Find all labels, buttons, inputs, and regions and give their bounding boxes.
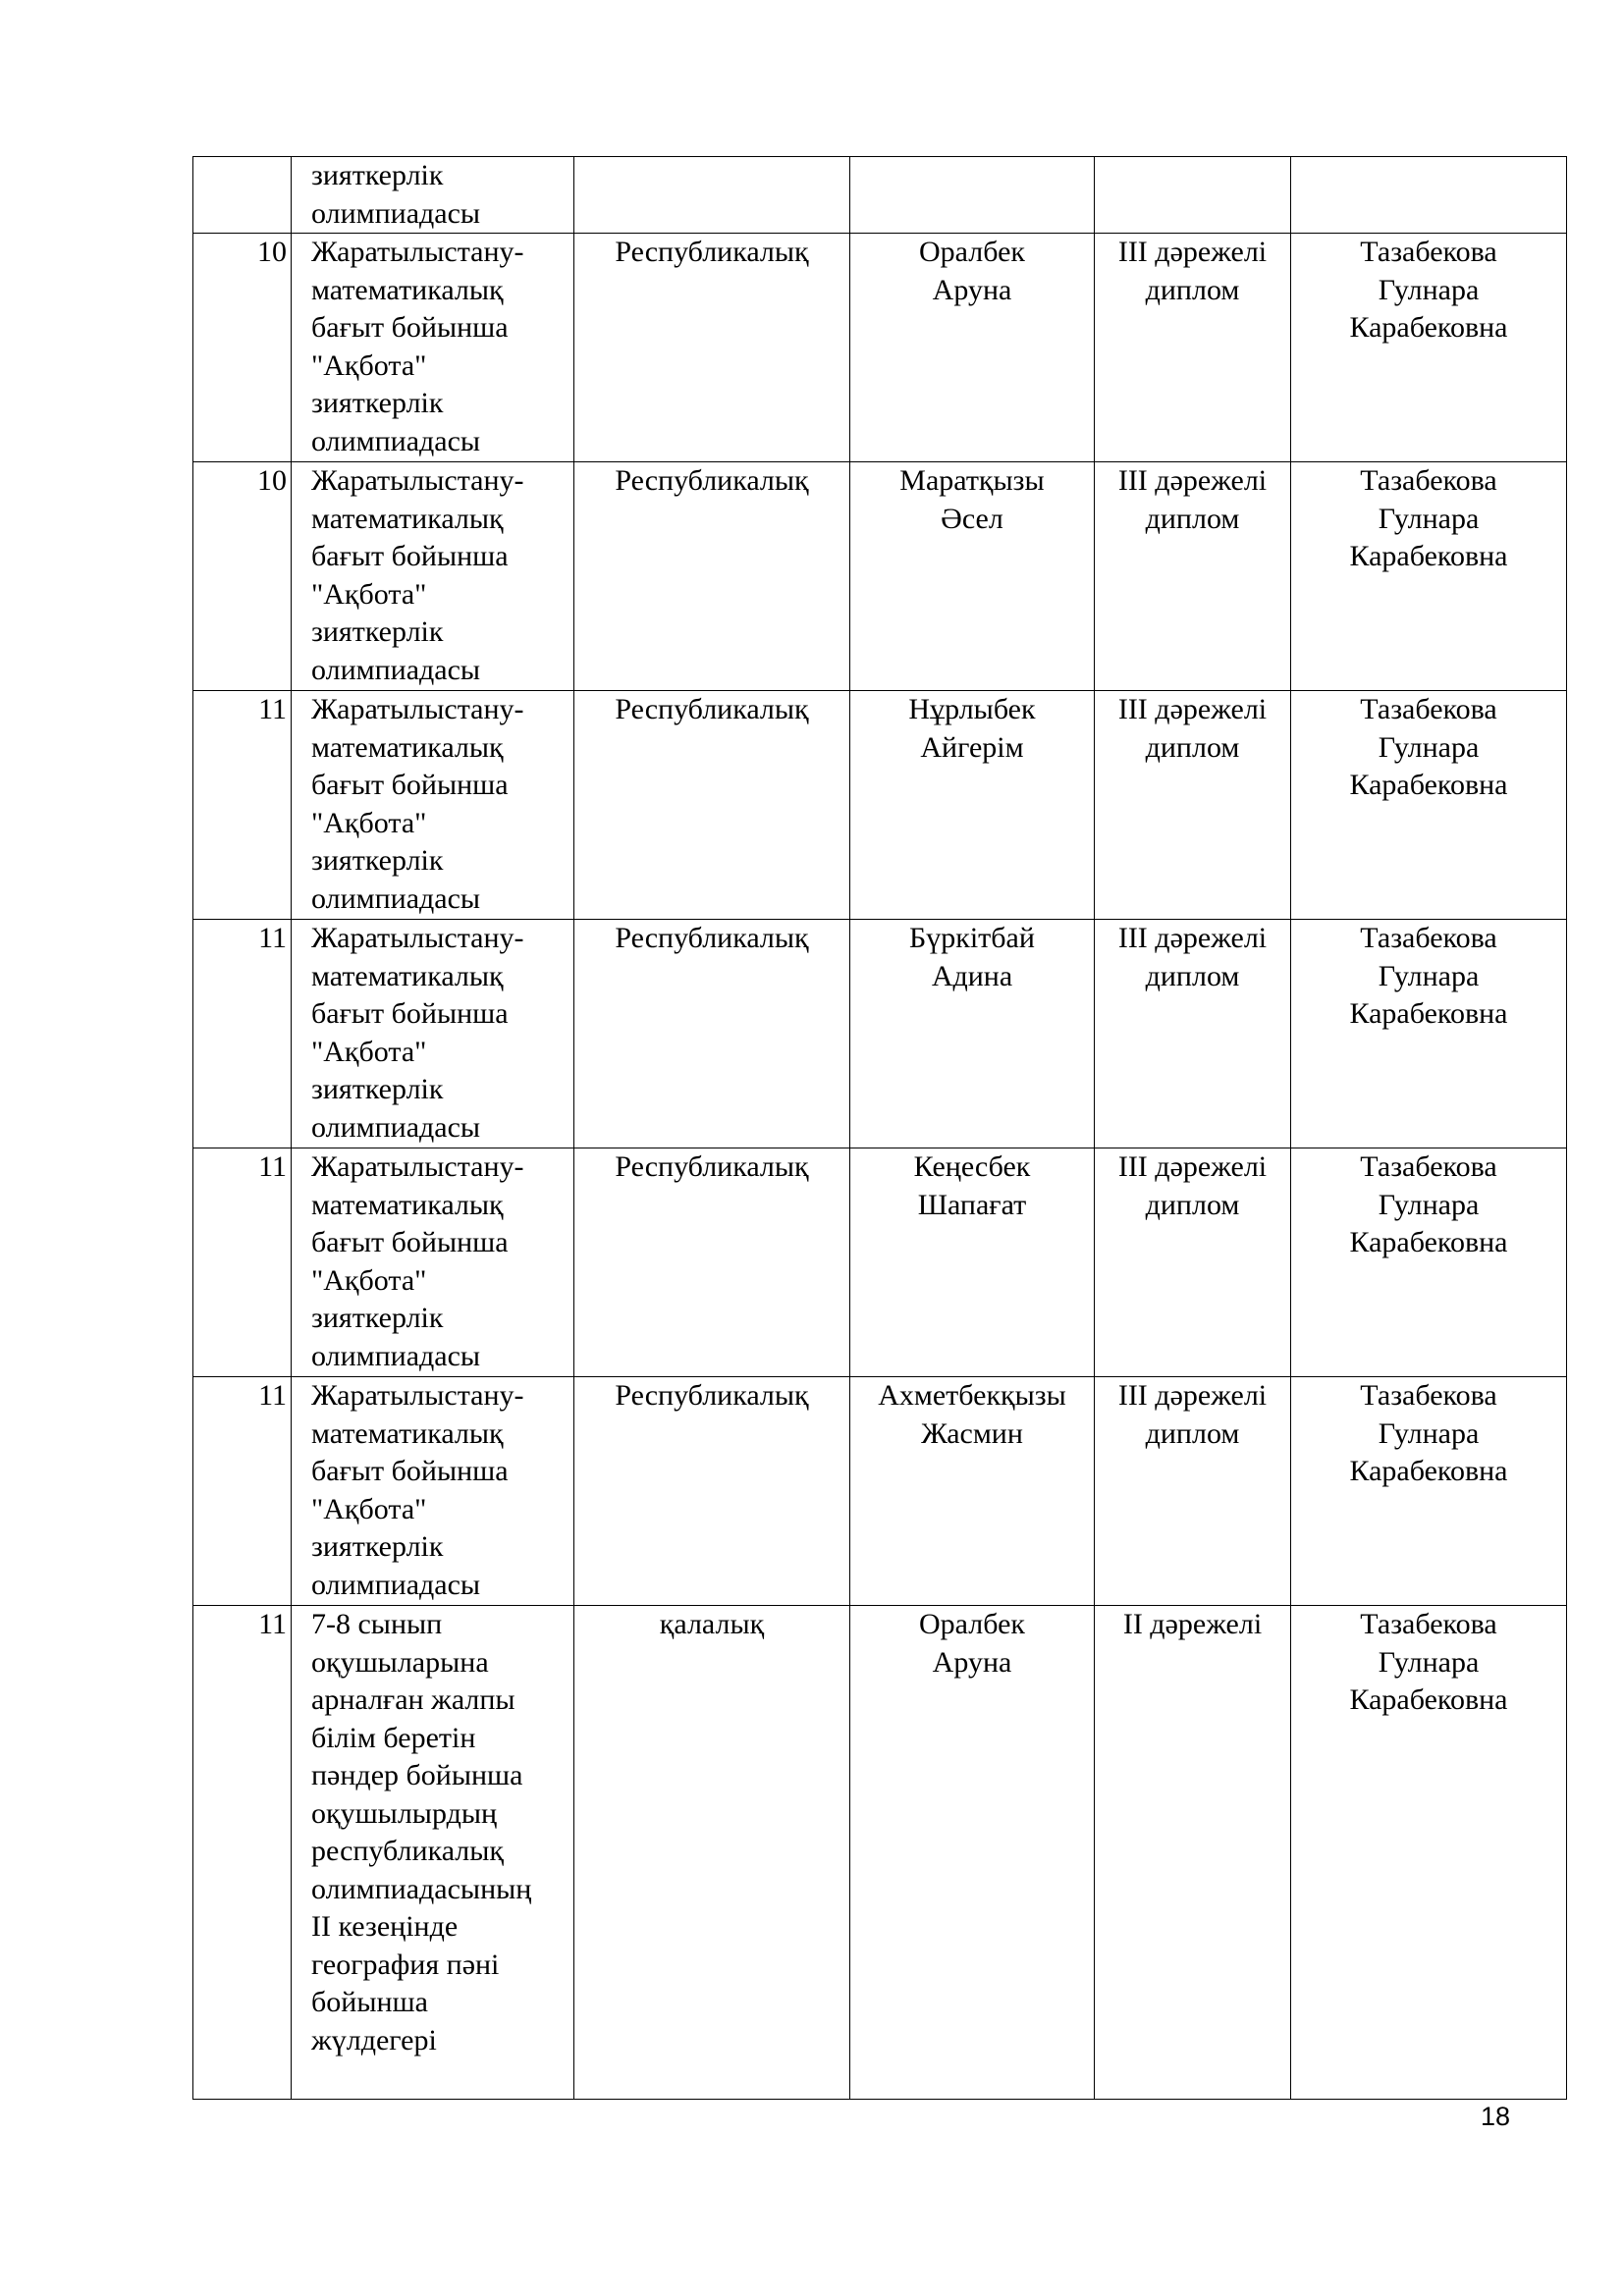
event-cell <box>292 1148 574 1377</box>
event-cell <box>292 691 574 920</box>
award: ІІІ дәрежелі диплом <box>1117 1150 1268 1221</box>
teacher-cell <box>1291 234 1567 462</box>
award: ІІІ дәрежелі диплом <box>1117 1379 1268 1450</box>
event-name: Жаратылыстану- математикалық бағыт бойынша "Ақбота" зияткерлік олимпиадасы <box>311 693 524 915</box>
row-number: 11 <box>258 1379 287 1412</box>
event-cell <box>292 157 574 234</box>
student-name: Кеңесбек Шапағат <box>913 1150 1031 1221</box>
level-cell <box>574 1377 850 1606</box>
student-cell <box>850 234 1095 462</box>
student-cell <box>850 462 1095 691</box>
student-cell <box>850 691 1095 920</box>
row-number: 11 <box>258 693 287 725</box>
row-number: 10 <box>257 464 287 497</box>
table-row <box>193 1377 1567 1606</box>
teacher-cell <box>1291 691 1567 920</box>
level-cell <box>574 691 850 920</box>
competition-level: қалалық <box>659 1608 765 1640</box>
row-number: 11 <box>258 922 287 954</box>
level-cell <box>574 234 850 462</box>
award: ІІІ дәрежелі диплом <box>1117 236 1268 306</box>
teacher-cell <box>1291 1148 1567 1377</box>
award-cell <box>1095 157 1291 234</box>
award: ІІІ дәрежелі диплом <box>1117 922 1268 992</box>
event-name: Жаратылыстану- математикалық бағыт бойынша "Ақбота" зияткерлік олимпиадасы <box>311 236 524 457</box>
student-cell <box>850 920 1095 1148</box>
competition-level: Республикалық <box>615 922 809 954</box>
row-number-cell <box>193 1148 292 1377</box>
teacher-name: Тазабекова Гулнара Карабековна <box>1349 1150 1508 1258</box>
table-row <box>193 157 1567 234</box>
row-number: 11 <box>258 1150 287 1183</box>
student-cell <box>850 1148 1095 1377</box>
teacher-cell <box>1291 157 1567 234</box>
student-name: Маратқызы Әсел <box>899 464 1045 535</box>
student-name: Бүркітбай Адина <box>909 922 1035 992</box>
competition-level: Республикалық <box>615 464 809 497</box>
event-name: Жаратылыстану- математикалық бағыт бойынша "Ақбота" зияткерлік олимпиадасы <box>311 1150 524 1372</box>
event-cell <box>292 920 574 1148</box>
student-name: Нұрлыбек Айгерім <box>908 693 1036 764</box>
student-cell <box>850 1606 1095 2100</box>
table-row <box>193 1606 1567 2100</box>
competition-level: Республикалық <box>615 693 809 725</box>
row-number-cell <box>193 234 292 462</box>
teacher-name: Тазабекова Гулнара Карабековна <box>1349 922 1508 1030</box>
level-cell <box>574 1606 850 2100</box>
level-cell <box>574 1148 850 1377</box>
award-cell <box>1095 1377 1291 1606</box>
event-cell <box>292 462 574 691</box>
teacher-name: Тазабекова Гулнара Карабековна <box>1349 236 1508 344</box>
competition-level: Республикалық <box>615 1379 809 1412</box>
teacher-cell <box>1291 462 1567 691</box>
award-cell <box>1095 691 1291 920</box>
row-number: 10 <box>257 236 287 268</box>
award-cell <box>1095 234 1291 462</box>
student-name: Ахметбекқызы Жасмин <box>878 1379 1066 1450</box>
event-cell <box>292 1606 574 2100</box>
table-row <box>193 234 1567 462</box>
student-cell <box>850 157 1095 234</box>
student-name: Оралбек Аруна <box>919 236 1025 306</box>
level-cell <box>574 920 850 1148</box>
event-name: 7-8 сынып оқушыларына арналған жалпы білім беретін пәндер бойынша оқушылырдың республикалық олимпиадасының ІІ кезеңінде география пәні бойынша жүлдегері <box>311 1608 532 2056</box>
page-number: 18 <box>1480 2102 1511 2131</box>
award: ІІІ дәрежелі диплом <box>1117 464 1268 535</box>
table-row <box>193 920 1567 1148</box>
award-cell <box>1095 462 1291 691</box>
teacher-name: Тазабекова Гулнара Карабековна <box>1349 693 1508 801</box>
row-number: 11 <box>258 1608 287 1640</box>
teacher-cell <box>1291 920 1567 1148</box>
teacher-cell <box>1291 1606 1567 2100</box>
row-number-cell <box>193 157 292 234</box>
award-cell <box>1095 920 1291 1148</box>
event-name: Жаратылыстану- математикалық бағыт бойынша "Ақбота" зияткерлік олимпиадасы <box>311 464 524 686</box>
row-number-cell <box>193 462 292 691</box>
row-number-cell <box>193 691 292 920</box>
student-name: Оралбек Аруна <box>919 1608 1025 1679</box>
teacher-name: Тазабекова Гулнара Карабековна <box>1349 464 1508 572</box>
competition-level: Республикалық <box>615 1150 809 1183</box>
teacher-name: Тазабекова Гулнара Карабековна <box>1349 1608 1508 1716</box>
level-cell <box>574 462 850 691</box>
table-row <box>193 1148 1567 1377</box>
level-cell <box>574 157 850 234</box>
row-number-cell <box>193 920 292 1148</box>
teacher-cell <box>1291 1377 1567 1606</box>
event-name: зияткерлік олимпиадасы <box>311 159 481 230</box>
row-number-cell <box>193 1377 292 1606</box>
award-cell <box>1095 1606 1291 2100</box>
event-cell <box>292 1377 574 1606</box>
award: ІІ дәрежелі <box>1122 1608 1263 1640</box>
award-cell <box>1095 1148 1291 1377</box>
student-cell <box>850 1377 1095 1606</box>
award: ІІІ дәрежелі диплом <box>1117 693 1268 764</box>
row-number-cell <box>193 1606 292 2100</box>
teacher-name: Тазабекова Гулнара Карабековна <box>1349 1379 1508 1487</box>
table-row <box>193 462 1567 691</box>
olympiad-results-table <box>192 156 1567 2100</box>
competition-level: Республикалық <box>615 236 809 268</box>
event-name: Жаратылыстану- математикалық бағыт бойынша "Ақбота" зияткерлік олимпиадасы <box>311 922 524 1144</box>
table-row <box>193 691 1567 920</box>
event-cell <box>292 234 574 462</box>
event-name: Жаратылыстану- математикалық бағыт бойынша "Ақбота" зияткерлік олимпиадасы <box>311 1379 524 1601</box>
